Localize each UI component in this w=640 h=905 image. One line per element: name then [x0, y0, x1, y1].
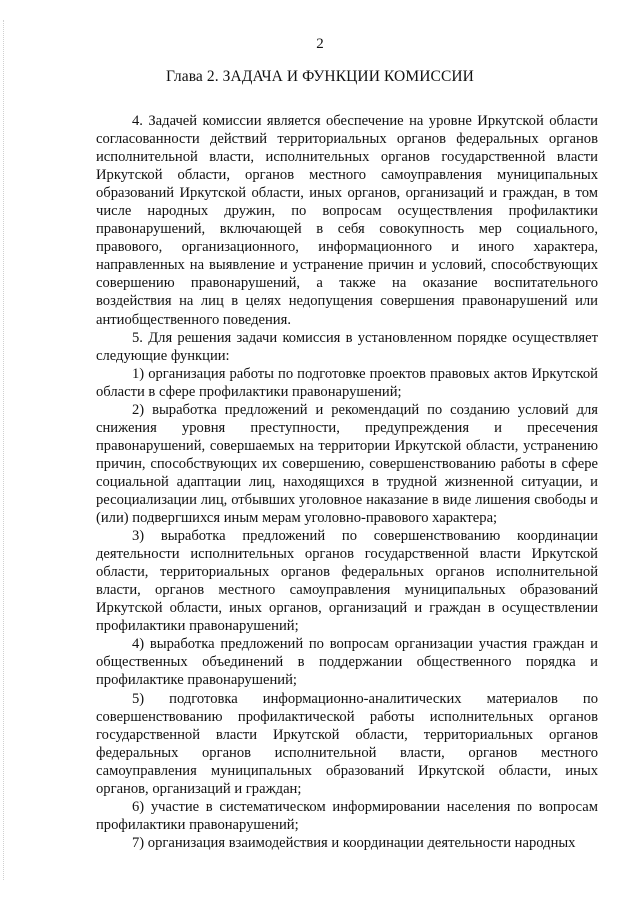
function-item-6: 6) участие в систематическом информировании населения по вопросам профилактики правонарушений;: [96, 798, 598, 833]
function-item-4: 4) выработка предложений по вопросам организации участия граждан и общественных объединений в поддержании общественного порядка и профилактике правонарушений;: [96, 636, 598, 689]
function-item-2: 2) выработка предложений и рекомендаций по созданию условий для снижения уровня преступности, предупреждения и пресечения правонарушений, совершаемых на территории Иркутской области, устранению причин, способствующих их совершению, совершенствованию работы в сфере социальной адаптации лиц, находящихся в трудной жизненной ситуации, и ресоциализации лиц, отбывших уголовное наказание в виде лишения свободы и (или) подвергшихся иным мерам уголовно-правового характера;: [96, 401, 598, 527]
body-text: [96, 112, 598, 852]
function-item-1: 1) организация работы по подготовке проектов правовых актов Иркутской области в сфере профилактики правонарушений;: [96, 365, 598, 400]
paragraph-item-4: 4. Задачей комиссии является обеспечение на уровне Иркутской области согласованности действий территориальных органов федеральных органов исполнительной власти, исполнительных органов государственной власти Иркутской области, органов местного самоуправления муниципальных образований Иркутской области, иных органов, организаций и граждан, в том числе народных дружин, по вопросам осуществления профилактики правонарушений, включающей в себя совокупность мер социального, правового, организационного, информационного и иного характера, направленных на выявление и устранение причин и условий, способствующих совершению правонарушений, а также на оказание воспитательного воздействия на лиц в целях недопущения совершения правонарушений или антиобщественного поведения.: [96, 113, 598, 328]
function-item-3: 3) выработка предложений по совершенствованию координации деятельности исполнительных органов государственной власти Иркутской области, территориальных органов федеральных органов исполнительной власти, органов местного самоуправления муниципальных образований Иркутской области, иных органов, организаций и граждан в осуществлении профилактики правонарушений;: [96, 528, 598, 635]
paragraph-item-5: 5. Для решения задачи комиссия в установленном порядке осуществляет следующие функции:: [96, 329, 598, 364]
page-number: 2: [316, 36, 324, 52]
function-item-5: 5) подготовка информационно-аналитических материалов по совершенствованию профилактической работы исполнительных органов государственной власти Иркутской области, территориальных органов федеральных органов исполнительной власти, органов местного самоуправления муниципальных образований Иркутской области, иных органов, организаций и граждан;: [96, 690, 598, 797]
chapter-title: Глава 2. ЗАДАЧА И ФУНКЦИИ КОМИССИИ: [166, 68, 474, 85]
scan-margin-marks: [3, 20, 6, 880]
function-item-7: 7) организация взаимодействия и координации деятельности народных: [132, 834, 576, 851]
